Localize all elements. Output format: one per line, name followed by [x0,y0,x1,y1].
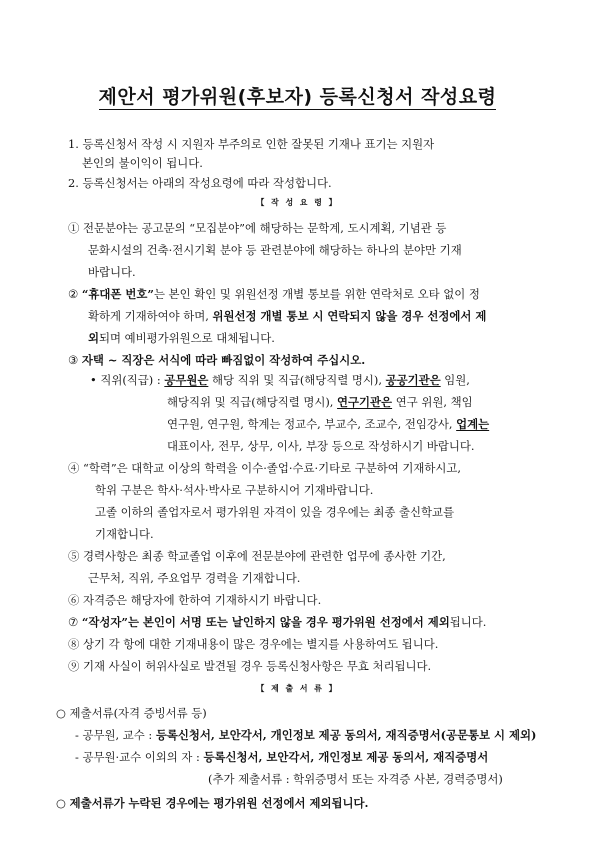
item-2-line-1: ② “휴대폰 번호”는 본인 확인 및 위원선정 개별 통보를 위한 연락처로 오타 없이 정 [68,287,480,301]
item-7: ⑦ “작성자”는 본인이 서명 또는 날인하지 않을 경우 평가위원 선정에서 제외됩니다. [68,615,487,629]
item-6: ⑥ 자격증은 해당자에 한하여 기재하시기 바랍니다. [68,593,322,607]
item-4-line-4: 기재합니다. [95,527,154,541]
item-8: ⑧ 상기 각 항에 대한 기재내용이 많은 경우에는 별지를 사용하여도 됩니다. [68,637,439,651]
intro-line-3: 2. 등록신청서는 아래의 작성요령에 따라 작성합니다. [68,176,332,190]
item-4-line-1: ④ “학력”은 대학교 이상의 학력을 이수·졸업·수료·기타로 구분하여 기재하시고, [68,461,461,475]
section-heading-documents: 【 제 출 서 류 】 [256,684,339,693]
item-4-line-2: 학위 구분은 학사·석사·박사로 구분하시어 기재바랍니다. [95,483,374,497]
page-title: 제안서 평가위원(후보자) 등록신청서 작성요령 [98,86,497,108]
item-1-line-1: ① 전문분야는 공고문의 “모집분야”에 해당하는 문학계, 도시계획, 기념관 등 [68,221,447,235]
item-9: ⑨ 기재 사실이 허위사실로 발견될 경우 등록신청사항은 무효 처리됩니다. [68,659,432,673]
item-1-line-2: 문화시설의 건축·전시기획 분야 등 관련분야에 해당하는 하나의 분야만 기재 [88,243,462,257]
intro-line-2: 본인의 불이익이 됩니다. [82,156,203,170]
item-5-line-2: 근무처, 직위, 주요업무 경력을 기재합니다. [88,571,301,585]
section-heading-guidelines: 【 작 성 요 령 】 [256,198,339,207]
submit-warning: ○ 제출서류가 누락된 경우에는 평가위원 선정에서 제외됩니다. [56,796,369,810]
submit-item-public-officials: - 공무원, 교수 : 등록신청서, 보안각서, 개인정보 제공 동의서, 재직증명서(공문통보 시 제외) [75,728,537,742]
item-2-line-2: 확하게 기재하여야 하며, 위원선정 개별 통보 시 연락되지 않을 경우 선정에서 제 [88,309,487,323]
item-3-sub-line-1: • 직위(직급) : 공무원은 해당 직위 및 직급(해당직렬 명시), 공공기관은 임원, [90,373,470,387]
intro-line-1: 1. 등록신청서 작성 시 지원자 부주의로 인한 잘못된 기재나 표기는 지원자 [68,137,435,151]
item-2-line-3: 외되며 예비평가위원으로 대체됩니다. [88,331,275,345]
item-3-sub-line-3: 연구원, 연구원, 학계는 정교수, 부교수, 조교수, 전임강사, 업계는 [167,417,490,431]
submit-additional-docs: (추가 제출서류 : 학위증명서 또는 자격증 사본, 경력증명서) [208,772,503,786]
item-4-line-3: 고졸 이하의 졸업자로서 평가위원 자격이 있을 경우에는 최종 출신학교를 [95,505,455,519]
submit-heading: ○ 제출서류(자격 증빙서류 등) [56,706,207,720]
item-3-sub-line-4: 대표이사, 전무, 상무, 이사, 부장 등으로 작성하시기 바랍니다. [167,439,475,453]
item-3-sub-line-2: 해당직위 및 직급(해당직렬 명시), 연구기관은 연구 위원, 책임 [167,395,473,409]
item-5-line-1: ⑤ 경력사항은 최종 학교졸업 이후에 전문분야에 관련한 업무에 종사한 기간, [68,549,446,563]
item-1-line-3: 바랍니다. [88,265,136,279]
submit-item-others: - 공무원·교수 이외의 자 : 등록신청서, 보안각서, 개인정보 제공 동의서, 재직증명서 [75,750,489,764]
item-3: ③ 자택 ~ 직장은 서식에 따라 빠짐없이 작성하여 주십시오. [68,353,366,367]
